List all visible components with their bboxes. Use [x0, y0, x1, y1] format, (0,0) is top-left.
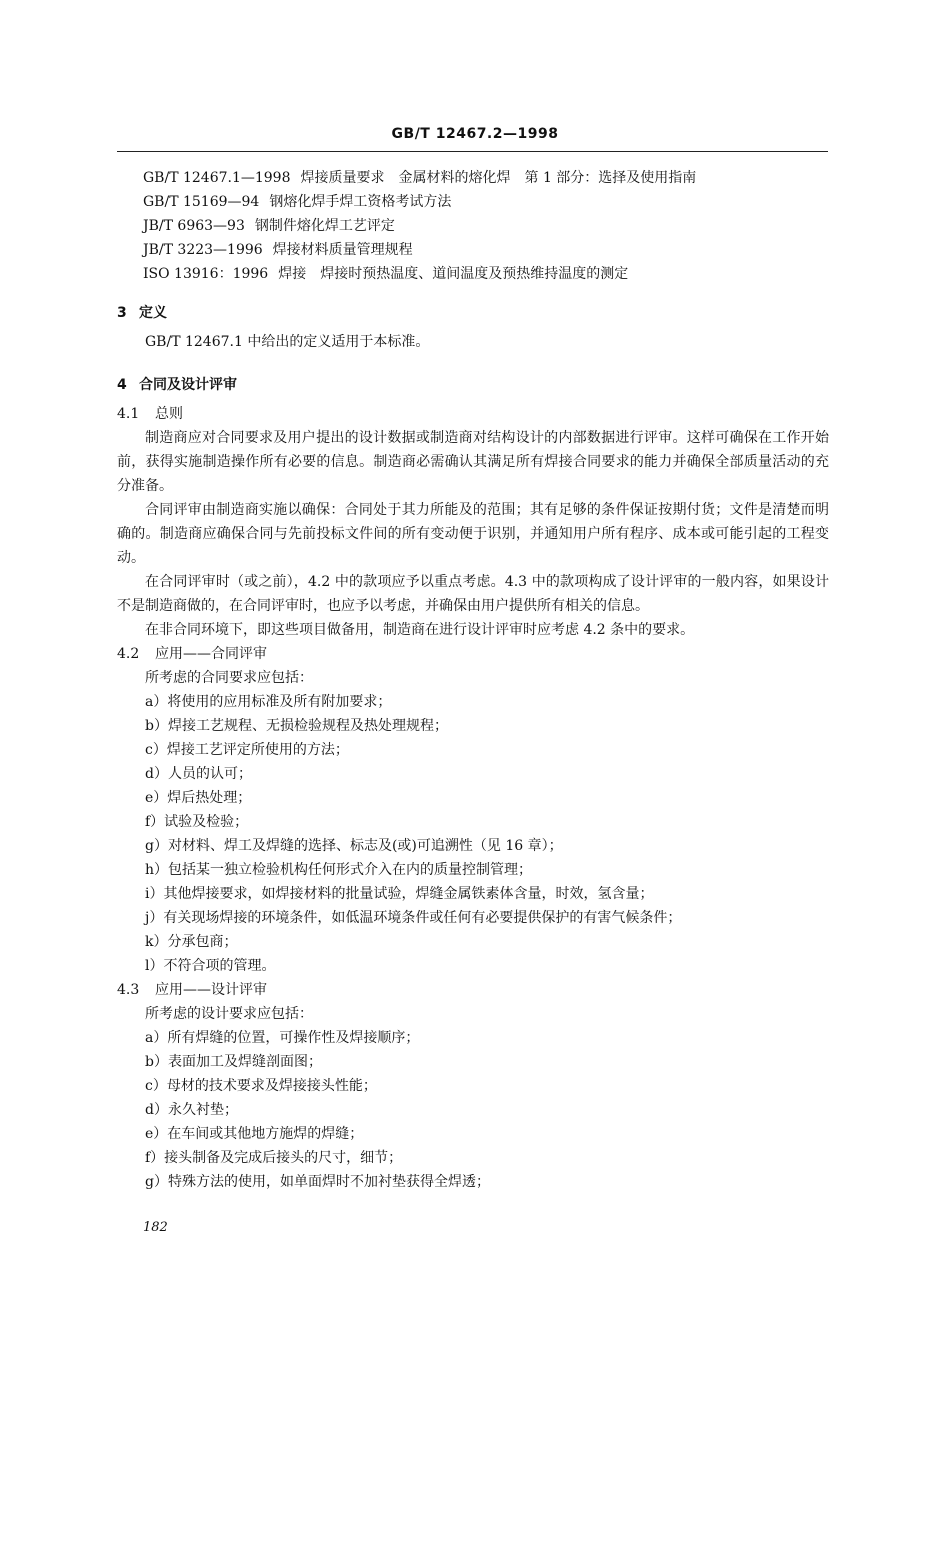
reference-title: 钢熔化焊手焊工资格考试方法: [269, 194, 452, 210]
list-item: h）包括某一独立检验机构任何形式介入在内的质量控制管理；: [145, 862, 533, 878]
section-heading-3: [117, 296, 829, 330]
subsection-title: 应用——合同评审: [155, 646, 267, 662]
definition-paragraph: GB/T 12467.1 中给出的定义适用于本标准。: [145, 334, 430, 350]
running-header: GB/T 12467.2—1998: [391, 126, 559, 142]
list-item: d）永久衬垫；: [145, 1102, 238, 1118]
header-rule: [117, 151, 828, 152]
reference-title: 焊接质量要求 金属材料的熔化焊 第 1 部分：选择及使用指南: [300, 170, 697, 186]
section-heading-4: [117, 368, 829, 402]
list-item: d）人员的认可；: [145, 766, 252, 782]
list-item: j）有关现场焊接的环境条件，如低温环境条件或任何有必要提供保护的有害气候条件；: [145, 910, 682, 926]
paragraph: 制造商应对合同要求及用户提出的设计数据或制造商对结构设计的内部数据进行评审。这样可确保在工作开始前，获得实施制造操作所有必要的信息。制造商必需确认其满足所有焊接合同要求的能力并确保全部质量活动的充分准备。: [117, 430, 829, 494]
reference-code: ISO 13916：1996: [143, 266, 269, 282]
reference-title: 焊接材料质量管理规程: [272, 242, 413, 258]
subsection-heading-4-3: [117, 978, 829, 1002]
subsection-heading-4-2: [117, 642, 829, 666]
section-number: 3: [117, 305, 127, 321]
subsection-number: 4.3: [117, 982, 140, 998]
reference-item: [117, 214, 829, 238]
list-item: g）特殊方法的使用，如单面焊时不加衬垫获得全焊透；: [145, 1174, 490, 1190]
page-number: 182: [143, 1220, 168, 1235]
reference-title: 钢制件熔化焊工艺评定: [254, 218, 395, 234]
reference-code: GB/T 15169—94: [143, 194, 260, 210]
section-title: 合同及设计评审: [139, 377, 237, 393]
list-item: i）其他焊接要求，如焊接材料的批量试验，焊缝金属铁素体含量，时效，氢含量；: [145, 886, 654, 902]
list-item: a）将使用的应用标准及所有附加要求；: [145, 694, 392, 710]
subsection-number: 4.1: [117, 406, 140, 422]
subsection-number: 4.2: [117, 646, 140, 662]
document-body: [117, 166, 829, 1194]
list-item: k）分承包商；: [145, 934, 238, 950]
list-item: e）在车间或其他地方施焊的焊缝；: [145, 1126, 364, 1142]
reference-code: JB/T 3223—1996: [143, 242, 263, 258]
list-intro: 所考虑的合同要求应包括：: [145, 670, 313, 686]
list-item: f）接头制备及完成后接头的尺寸，细节；: [145, 1150, 403, 1166]
list-item: a）所有焊缝的位置，可操作性及焊接顺序；: [145, 1030, 420, 1046]
list-item: l）不符合项的管理。: [145, 958, 276, 974]
reference-title: 焊接 焊接时预热温度、道间温度及预热维持温度的测定: [278, 266, 629, 282]
reference-code: JB/T 6963—93: [143, 218, 245, 234]
reference-item: [117, 166, 829, 190]
list-item: c）母材的技术要求及焊接接头性能；: [145, 1078, 377, 1094]
list-item: c）焊接工艺评定所使用的方法；: [145, 742, 349, 758]
list-item: f）试验及检验；: [145, 814, 249, 830]
reference-code: GB/T 12467.1—1998: [143, 170, 291, 186]
paragraph: 在非合同环境下，即这些项目做备用，制造商在进行设计评审时应考虑 4.2 条中的要求。: [145, 622, 695, 638]
section-title: 定义: [139, 305, 167, 321]
subsection-heading-4-1: [117, 402, 829, 426]
list-item: e）焊后热处理；: [145, 790, 252, 806]
paragraph: 合同评审由制造商实施以确保：合同处于其力所能及的范围；其有足够的条件保证按期付货；文件是清楚而明确的。制造商应确保合同与先前投标文件间的所有变动便于识别，并通知用户所有程序、成本或可能引起的工程变动。: [117, 502, 829, 566]
paragraph: 在合同评审时（或之前），4.2 中的款项应予以重点考虑。4.3 中的款项构成了设计评审的一般内容，如果设计不是制造商做的，在合同评审时，也应予以考虑，并确保由用户提供所有相关的信息。: [117, 574, 829, 614]
list-item: b）表面加工及焊缝剖面图；: [145, 1054, 322, 1070]
subsection-title: 应用——设计评审: [155, 982, 267, 998]
reference-item: [117, 262, 829, 286]
section-number: 4: [117, 377, 127, 393]
list-item: g）对材料、焊工及焊缝的选择、标志及(或)可追溯性（见 16 章）；: [145, 838, 563, 854]
reference-item: [117, 238, 829, 262]
list-item: b）焊接工艺规程、无损检验规程及热处理规程；: [145, 718, 448, 734]
list-intro: 所考虑的设计要求应包括：: [145, 1006, 313, 1022]
subsection-title: 总则: [155, 406, 183, 422]
reference-item: [117, 190, 829, 214]
